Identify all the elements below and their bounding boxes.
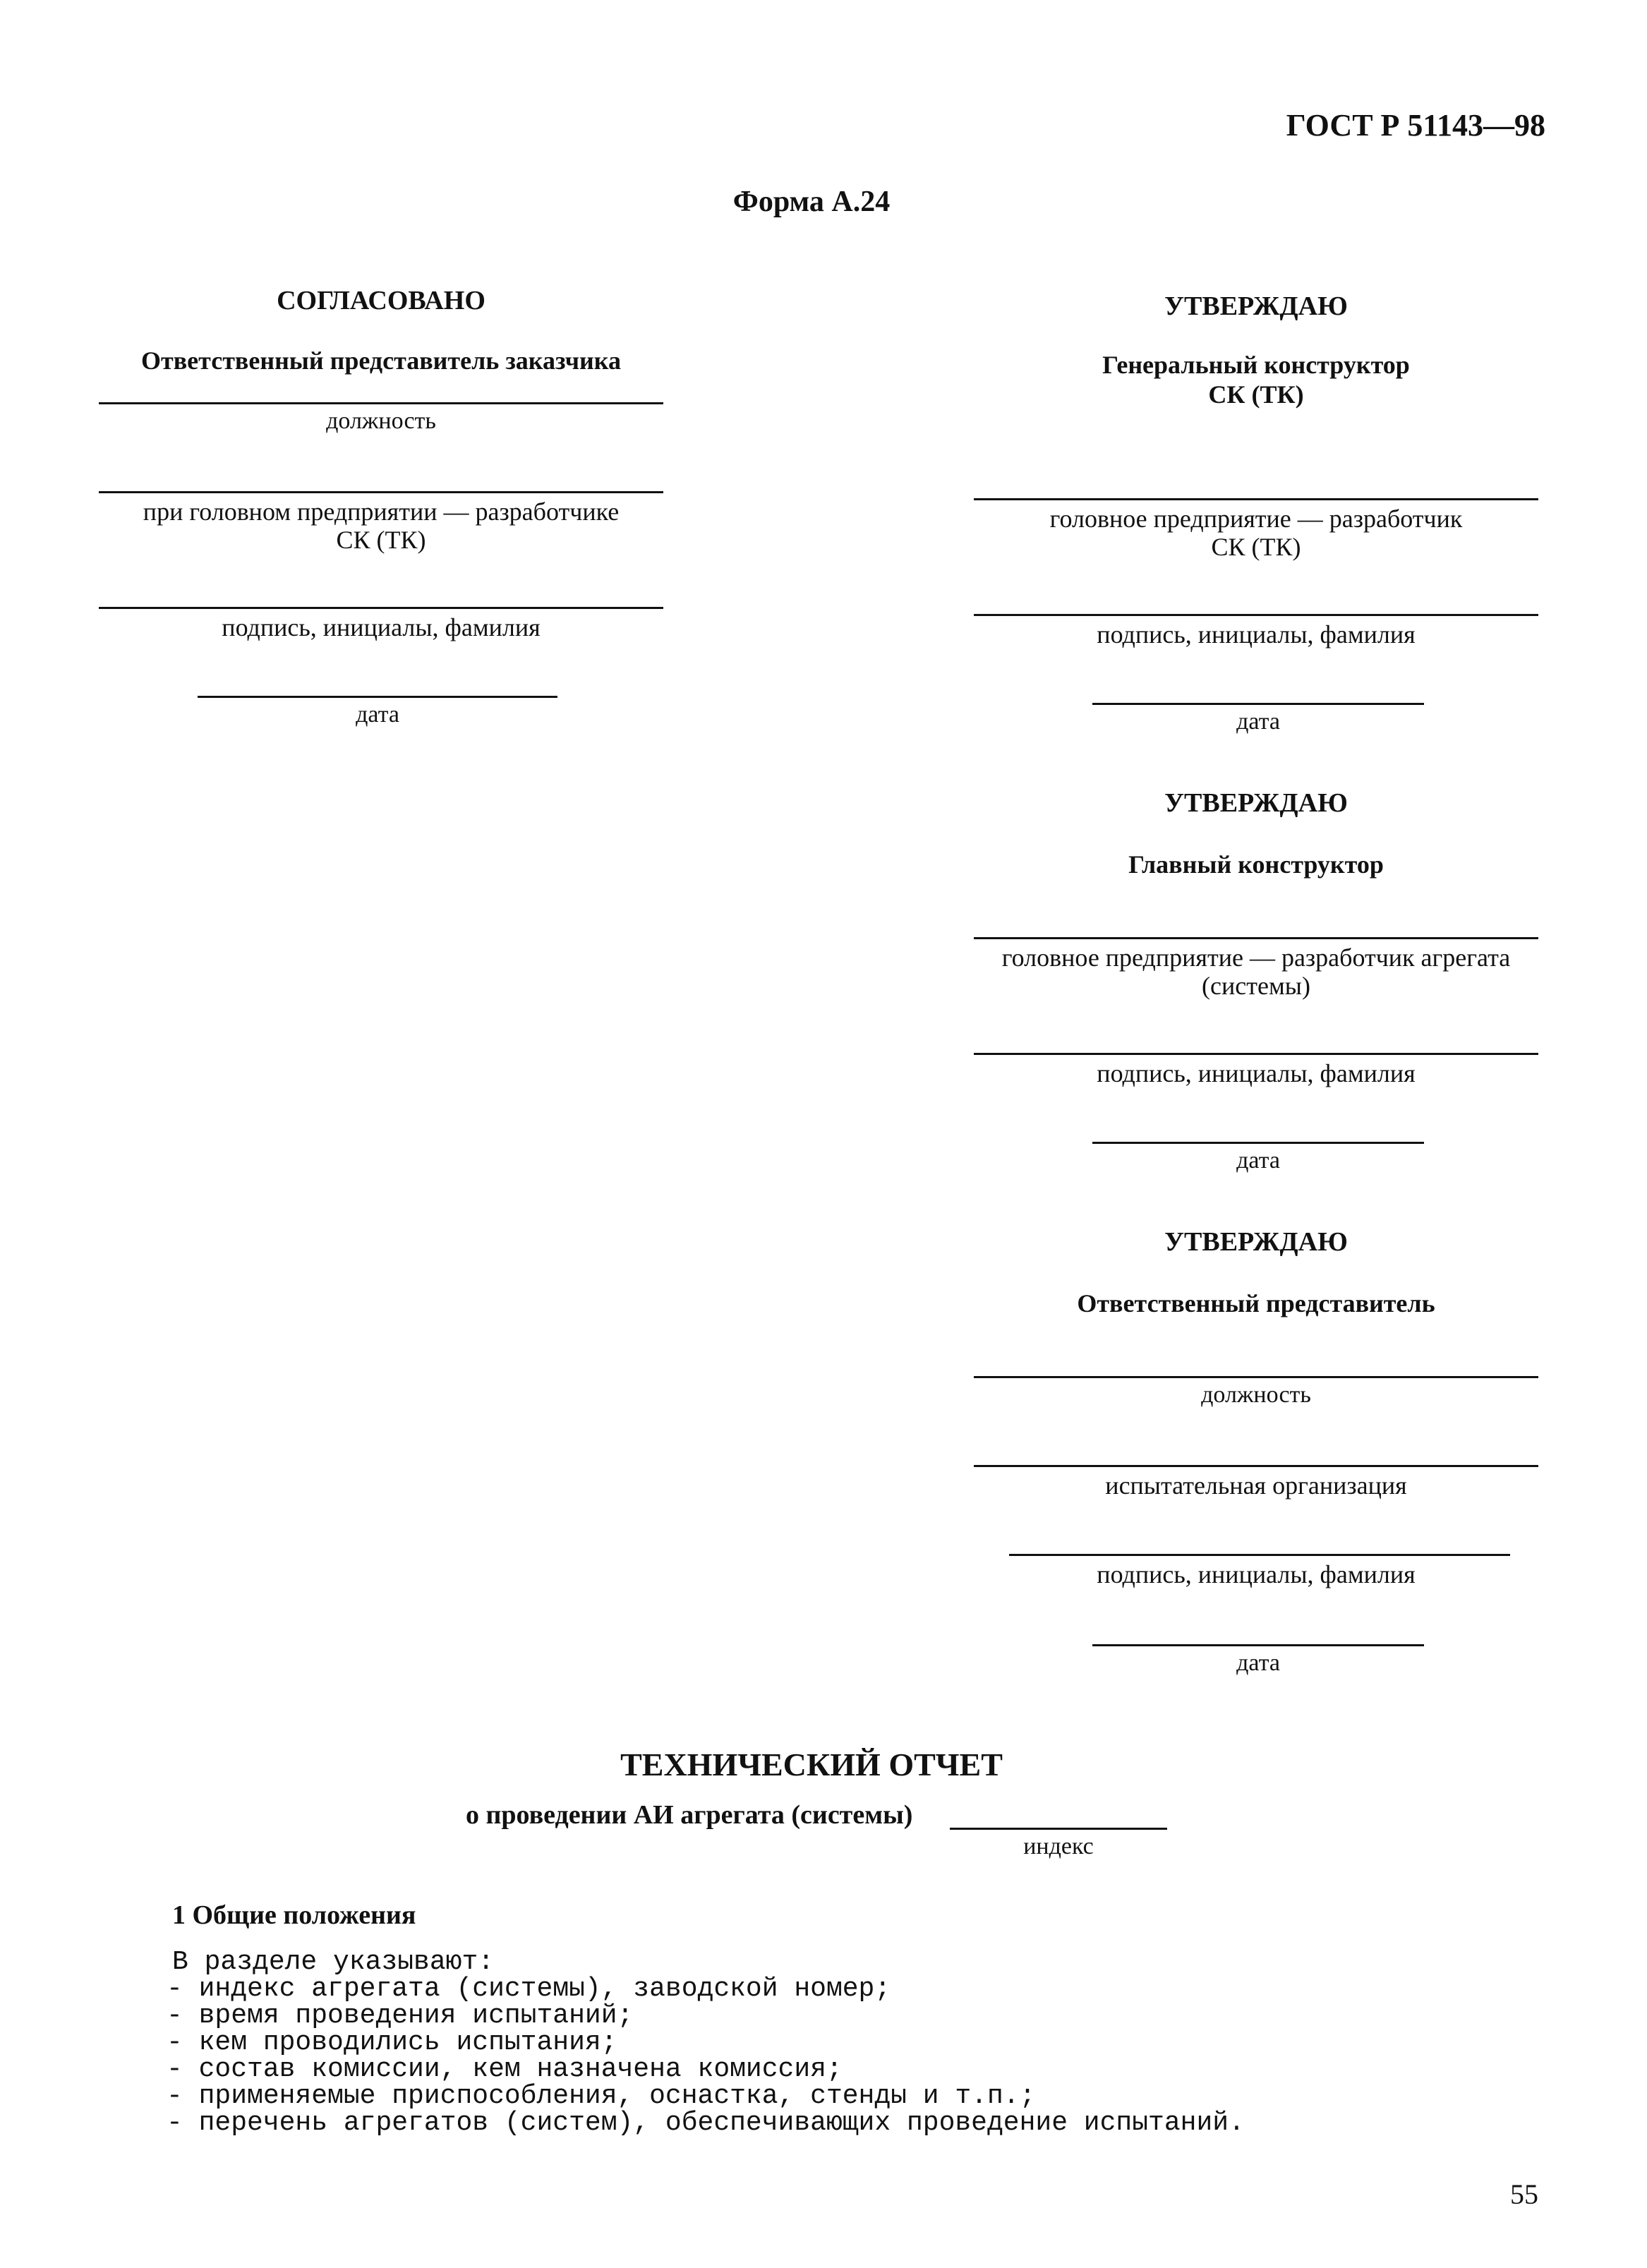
document-number: ГОСТ Р 51143—98 [1286, 108, 1545, 143]
enterprise-caption-line2: СК (ТК) [336, 526, 426, 554]
approval3-date-line [1092, 1644, 1424, 1646]
section-intro: В разделе указывают: [172, 1947, 495, 1977]
date-caption: дата [356, 701, 399, 728]
form-title: Форма А.24 [732, 186, 891, 218]
approval3-signature-caption: подпись, инициалы, фамилия [1097, 1560, 1416, 1588]
index-line [950, 1828, 1167, 1830]
position-line [99, 402, 663, 404]
approval2-enterprise-caption-line2: (системы) [1202, 972, 1310, 1000]
enterprise-caption-line1: при головном предприятии — разработчике [143, 497, 620, 526]
approval3-date-caption: дата [1236, 1650, 1280, 1676]
enterprise-line [99, 491, 663, 493]
page-number: 55 [1510, 2178, 1538, 2210]
list-item: - применяемые приспособления, оснастка, стенды и т.п.; [167, 2081, 1036, 2111]
approval2-subtitle: Главный конструктор [1128, 850, 1384, 879]
approval1-header: УТВЕРЖДАЮ [1164, 291, 1348, 321]
approval3-signature-line [1009, 1554, 1510, 1556]
approval3-organization-line [974, 1465, 1538, 1467]
approval1-date-caption: дата [1236, 708, 1280, 735]
approval1-signature-line [974, 614, 1538, 616]
approval2-date-caption: дата [1236, 1147, 1280, 1174]
approval1-signature-caption: подпись, инициалы, фамилия [1097, 620, 1416, 649]
approval1-enterprise-caption-line2: СК (ТК) [1211, 533, 1301, 561]
approval1-date-line [1092, 703, 1424, 705]
list-item: - индекс агрегата (системы), заводской номер; [167, 1974, 891, 2004]
list-item: - кем проводились испытания; [167, 2027, 617, 2058]
approval3-position-line [974, 1376, 1538, 1378]
approval3-subtitle: Ответственный представитель [1077, 1289, 1435, 1317]
signature-caption: подпись, инициалы, фамилия [222, 613, 541, 641]
approval3-organization-caption: испытательная организация [1105, 1471, 1407, 1500]
approval1-subtitle-line2: СК (ТК) [1208, 380, 1304, 409]
date-line [198, 696, 557, 698]
approval3-position-caption: должность [1201, 1382, 1311, 1408]
approval2-header: УТВЕРЖДАЮ [1164, 788, 1348, 818]
index-caption: индекс [1023, 1833, 1094, 1859]
section-heading: 1 Общие положения [172, 1900, 416, 1930]
list-item: - перечень агрегатов (систем), обеспечивающих проведение испытаний. [167, 2108, 1245, 2138]
report-title: ТЕХНИЧЕСКИЙ ОТЧЕТ [620, 1747, 1003, 1783]
signature-line [99, 607, 663, 609]
approval2-signature-caption: подпись, инициалы, фамилия [1097, 1059, 1416, 1087]
agreement-subtitle: Ответственный представитель заказчика [141, 346, 621, 375]
report-subtitle: о проведении АИ агрегата (системы) [466, 1800, 913, 1830]
list-item: - время проведения испытаний; [167, 2001, 634, 2031]
approval3-header: УТВЕРЖДАЮ [1164, 1227, 1348, 1257]
approval2-date-line [1092, 1142, 1424, 1144]
agreement-header: СОГЛАСОВАНО [277, 286, 485, 315]
list-item: - состав комиссии, кем назначена комиссия; [167, 2054, 843, 2085]
approval1-subtitle: Генеральный конструктор [1102, 351, 1410, 379]
approval1-enterprise-line [974, 498, 1538, 500]
position-caption: должность [326, 408, 436, 434]
approval1-enterprise-caption-line1: головное предприятие — разработчик [1049, 505, 1463, 533]
approval2-enterprise-line [974, 937, 1538, 939]
approval2-signature-line [974, 1053, 1538, 1055]
approval2-enterprise-caption-line1: головное предприятие — разработчик агрегата [1001, 943, 1511, 972]
